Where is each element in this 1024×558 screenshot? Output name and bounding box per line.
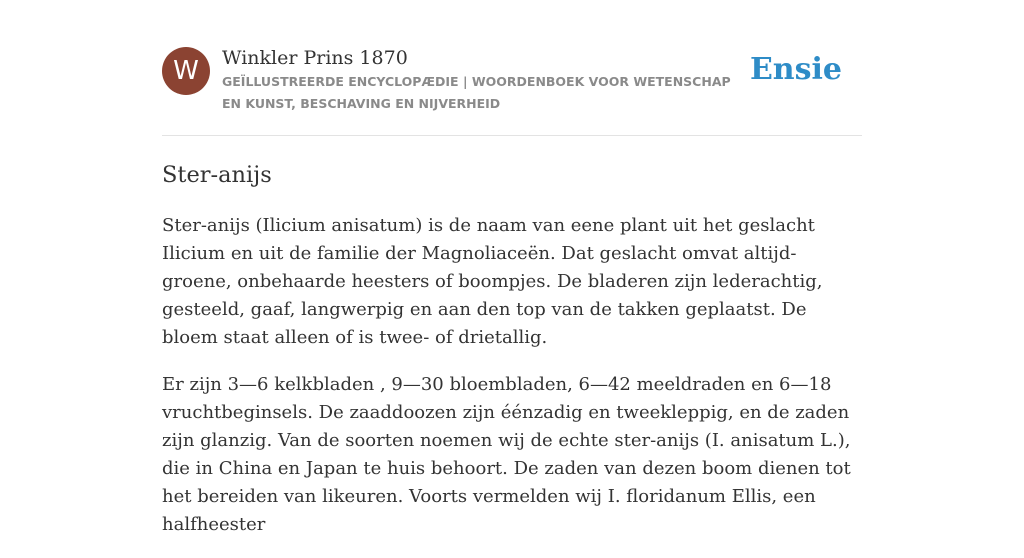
page [162, 0, 862, 535]
entry-paragraph: Ster-anijs (Ilicium anisatum) is de naam van eene plant uit het geslacht Ilicium en uit de familie der Magnoliaceën. Dat geslacht omvat altijd-groene, onbehaarde heesters of boompjes. De bladeren zijn lederachtig, gesteeld, gaaf, langwerpig en aan den top van de takken geplaatst. De bloem staat alleen of is twee- of drietallig. [162, 215, 823, 348]
header [162, 0, 862, 136]
entry-title: Ster-anijs [162, 162, 272, 188]
book-subtitle: GEÏLLUSTREERDE ENCYCLOPÆDIE | WOORDENBOEK VOOR WETENSCHAP EN KUNST, BESCHAVING EN NIJVERHEID [222, 74, 731, 111]
ensie-logo-link[interactable]: Ensie [749, 52, 842, 87]
entry-body [162, 212, 862, 558]
book-titles [222, 45, 752, 115]
book-title[interactable]: Winkler Prins 1870 [222, 47, 408, 69]
book-avatar[interactable]: W [162, 47, 210, 95]
entry-paragraph: Er zijn 3—6 kelkbladen , 9—30 bloembladen, 6—42 meeldraden en 6—18 vruchtbeginsels. De zaaddoozen zijn éénzadig en tweekleppig, en de zaden zijn glanzig. Van de soorten noemen wij de echte ster-anijs (I. anisatum L.), die in China en Japan te huis behoort. De zaden van dezen boom dienen tot het bereiden van likeuren. Voorts vermelden wij I. floridanum Ellis, een halfheester [162, 374, 851, 535]
